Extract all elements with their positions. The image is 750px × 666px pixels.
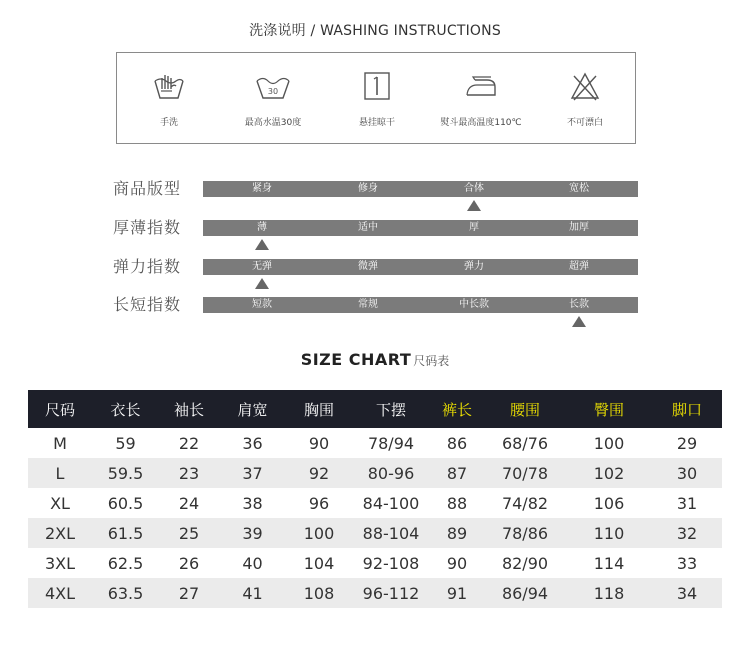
selected-marker-icon <box>255 239 269 250</box>
selected-marker-icon <box>467 200 481 211</box>
table-cell: 2XL <box>28 518 92 548</box>
wash-item-wash-30 <box>221 53 325 145</box>
size-header-sleeve: 袖长 <box>159 390 219 428</box>
table-cell: 96 <box>308 493 330 513</box>
index-option: 超弹 <box>569 261 589 272</box>
size-header-pants-length: 裤长 <box>430 390 484 428</box>
index-row-elasticity <box>0 258 750 282</box>
index-option: 宽松 <box>569 183 589 194</box>
selected-marker-icon <box>255 278 269 289</box>
table-cell: 59.5 <box>92 458 159 488</box>
index-label-thickness: 厚薄指数 <box>113 218 182 237</box>
washing-title: 洗涤说明 / WASHING INSTRUCTIONS <box>249 23 501 39</box>
table-cell: 82/90 <box>501 553 549 573</box>
table-cell: 78/86 <box>484 518 566 548</box>
table-cell: 29 <box>676 433 698 453</box>
table-cell: XL <box>50 493 70 513</box>
table-row <box>28 428 722 458</box>
table-cell: 100 <box>286 518 352 548</box>
index-option: 中长款 <box>459 299 489 310</box>
size-header-length: 衣长 <box>92 390 159 428</box>
table-cell: 86/94 <box>484 578 566 608</box>
no-bleach-icon <box>565 67 605 107</box>
size-header-leg-opening: 脚口 <box>652 390 722 428</box>
table-cell: 32 <box>652 518 722 548</box>
wash-label-hang-dry: 悬挂晾干 <box>358 118 395 128</box>
wash-label-hand-wash: 手洗 <box>159 118 178 128</box>
wash-item-iron <box>429 53 533 145</box>
table-cell: 88 <box>446 493 468 513</box>
table-cell: 89 <box>430 518 484 548</box>
index-option: 加厚 <box>569 222 589 233</box>
index-option: 弹力 <box>464 261 484 272</box>
table-cell: 102 <box>566 458 652 488</box>
table-cell: 63.5 <box>92 578 159 608</box>
table-cell: L <box>28 458 92 488</box>
index-option: 短款 <box>252 299 272 310</box>
index-row-length <box>0 296 750 320</box>
size-chart-title <box>0 350 750 369</box>
table-cell: 62.5 <box>107 553 144 573</box>
table-cell: 40 <box>242 553 263 573</box>
table-cell: 39 <box>219 518 286 548</box>
wash-item-no-bleach <box>533 53 637 145</box>
wash-30-icon <box>253 67 293 107</box>
index-option: 修身 <box>358 183 378 194</box>
table-cell: 30 <box>652 458 722 488</box>
table-cell: 106 <box>593 493 625 513</box>
size-chart-table <box>28 390 722 608</box>
table-cell: 27 <box>159 578 219 608</box>
index-option: 无弹 <box>252 261 272 272</box>
table-cell: 60.5 <box>107 493 144 513</box>
wash-temp-text: 30 <box>267 87 279 96</box>
table-cell: 34 <box>652 578 722 608</box>
table-cell: 23 <box>159 458 219 488</box>
table-cell: 68/76 <box>501 433 549 453</box>
wash-label-wash-30: 最高水温30度 <box>244 118 302 128</box>
table-cell: 3XL <box>44 553 76 573</box>
table-cell: 91 <box>430 578 484 608</box>
table-cell: 78/94 <box>367 433 415 453</box>
index-bar-length <box>203 297 638 313</box>
washing-instructions-box <box>116 52 636 144</box>
table-row <box>28 458 722 488</box>
table-cell: 61.5 <box>92 518 159 548</box>
table-cell: 108 <box>286 578 352 608</box>
table-cell: 104 <box>303 553 335 573</box>
table-cell: 92-108 <box>362 553 420 573</box>
table-cell: 86 <box>446 433 468 453</box>
index-bar-fit <box>203 181 638 197</box>
table-cell: 31 <box>676 493 698 513</box>
wash-item-hang-dry <box>325 53 429 145</box>
index-label-fit: 商品版型 <box>113 179 182 198</box>
table-cell: 59 <box>115 433 136 453</box>
table-cell: 33 <box>676 553 698 573</box>
table-cell: 4XL <box>28 578 92 608</box>
wash-item-hand-wash <box>117 53 221 145</box>
size-header-waist: 腰围 <box>484 390 566 428</box>
index-option: 适中 <box>358 222 378 233</box>
table-cell: 24 <box>178 493 200 513</box>
table-cell: 41 <box>219 578 286 608</box>
table-cell: 25 <box>159 518 219 548</box>
table-row <box>28 578 722 608</box>
size-header-hem: 下摆 <box>352 390 430 428</box>
table-cell: 118 <box>566 578 652 608</box>
size-header-shoulder: 肩宽 <box>219 390 286 428</box>
index-row-fit <box>0 180 750 204</box>
table-cell: 84-100 <box>362 493 420 513</box>
index-label-elasticity: 弹力指数 <box>113 257 182 276</box>
table-cell: 90 <box>446 553 468 573</box>
iron-icon <box>461 67 501 107</box>
size-chart-title-zh: 尺码表 <box>413 354 450 368</box>
table-cell: 36 <box>242 433 263 453</box>
table-cell: 87 <box>430 458 484 488</box>
size-chart-header-row <box>28 390 722 428</box>
table-cell: 100 <box>593 433 625 453</box>
index-option: 常规 <box>358 299 378 310</box>
table-cell: 96-112 <box>352 578 430 608</box>
table-cell: 90 <box>308 433 330 453</box>
table-cell: 70/78 <box>484 458 566 488</box>
index-label-length: 长短指数 <box>113 295 182 314</box>
table-cell: 88-104 <box>352 518 430 548</box>
table-cell: 37 <box>219 458 286 488</box>
table-row <box>28 548 722 578</box>
size-chart-title-en: SIZE CHART <box>300 350 412 369</box>
size-header-hip: 臀围 <box>566 390 652 428</box>
index-option: 微弹 <box>358 261 378 272</box>
size-header-chest: 胸围 <box>286 390 352 428</box>
hang-dry-icon <box>357 67 397 107</box>
index-option: 厚 <box>469 222 479 233</box>
table-cell: 110 <box>566 518 652 548</box>
index-option: 薄 <box>257 222 267 233</box>
wash-label-iron: 熨斗最高温度110℃ <box>440 118 522 128</box>
table-cell: 74/82 <box>501 493 549 513</box>
table-cell: 92 <box>286 458 352 488</box>
table-cell: 38 <box>242 493 263 513</box>
table-cell: 26 <box>178 553 200 573</box>
index-option: 合体 <box>464 183 484 194</box>
index-bar-elasticity <box>203 259 638 275</box>
table-row <box>28 488 722 518</box>
index-option: 长款 <box>569 299 589 310</box>
table-cell: 114 <box>593 553 625 573</box>
size-header-size: 尺码 <box>28 390 92 428</box>
index-row-thickness <box>0 219 750 243</box>
selected-marker-icon <box>572 316 586 327</box>
index-option: 紧身 <box>252 183 272 194</box>
table-cell: 80-96 <box>352 458 430 488</box>
table-cell: 22 <box>178 433 200 453</box>
table-row <box>28 518 722 548</box>
wash-label-no-bleach: 不可漂白 <box>566 118 603 128</box>
table-cell: M <box>53 433 67 453</box>
index-bar-thickness <box>203 220 638 236</box>
hand-wash-icon <box>149 67 189 107</box>
